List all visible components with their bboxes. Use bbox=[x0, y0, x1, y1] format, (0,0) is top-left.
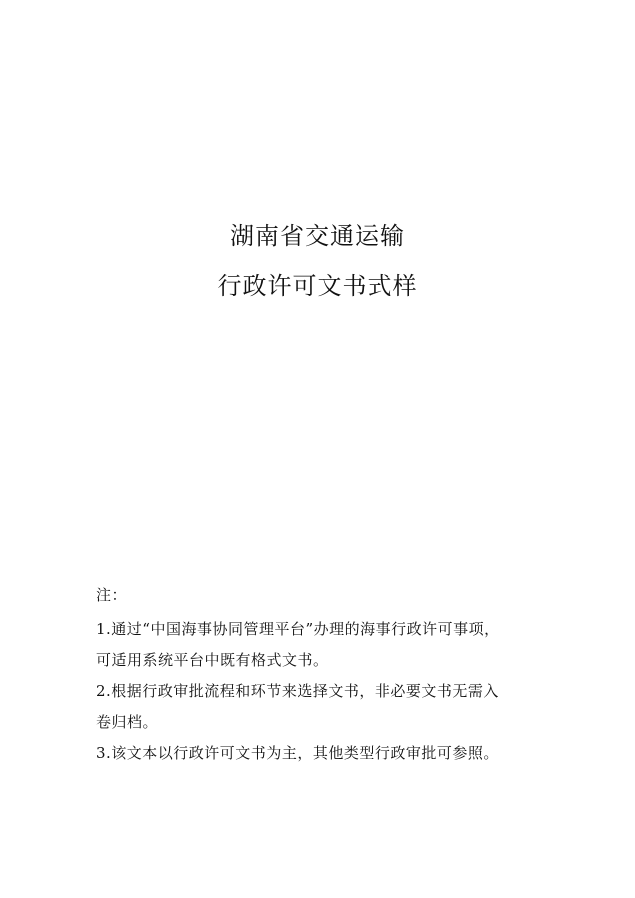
notes-label: 注： bbox=[96, 586, 128, 604]
note-line-3: 2.根据行政审批流程和环节来选择文书，非必要文书无需入 bbox=[96, 682, 499, 700]
note-line-4: 卷归档。 bbox=[96, 713, 159, 731]
notes-section bbox=[96, 580, 566, 769]
note-line-1: 1.通过“中国海事协同管理平台”办理的海事行政许可事项， bbox=[96, 620, 500, 638]
note-line-5: 3.该文本以行政许可文书为主，其他类型行政审批可参照。 bbox=[96, 744, 499, 762]
title-line-2: 行政许可文书式样 bbox=[217, 272, 418, 300]
note-line-2: 可适用系统平台中既有格式文书。 bbox=[96, 651, 329, 669]
title-line-1: 湖南省交通运输 bbox=[230, 222, 405, 250]
